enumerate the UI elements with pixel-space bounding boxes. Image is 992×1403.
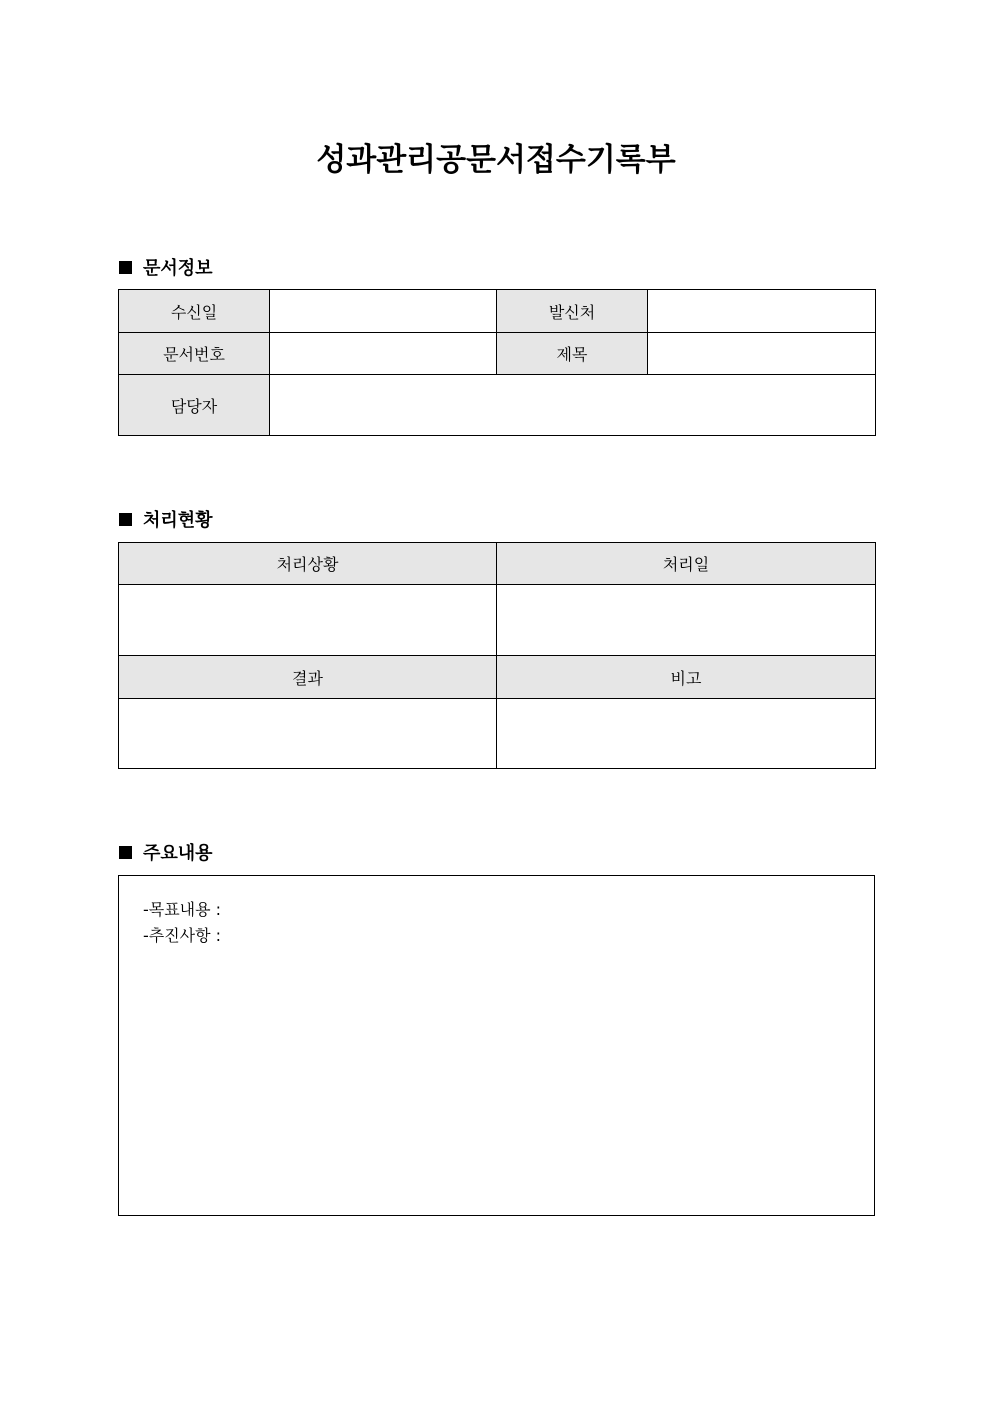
table-row <box>119 656 876 699</box>
processing-date-label: 처리일 <box>497 543 876 585</box>
sender-label: 발신처 <box>497 290 648 333</box>
remarks-field[interactable] <box>497 699 876 769</box>
manager-field[interactable] <box>270 375 876 436</box>
section-heading-label: 주요내용 <box>143 843 213 864</box>
doc-info-table <box>118 289 876 436</box>
manager-label: 담당자 <box>119 375 270 436</box>
page-title: 성과관리공문서접수기록부 <box>316 142 676 178</box>
square-bullet-icon <box>119 846 132 859</box>
subject-field[interactable] <box>648 333 876 375</box>
table-row <box>119 333 876 375</box>
table-row <box>119 585 876 656</box>
subject-label: 제목 <box>497 333 648 375</box>
table-row <box>119 290 876 333</box>
main-content-box[interactable] <box>118 875 875 1216</box>
square-bullet-icon <box>119 261 132 274</box>
received-date-field[interactable] <box>270 290 497 333</box>
result-field[interactable] <box>119 699 497 769</box>
table-row <box>119 375 876 436</box>
goal-content-line: -목표내용 : <box>143 900 222 919</box>
result-label: 결과 <box>119 656 497 699</box>
square-bullet-icon <box>119 513 132 526</box>
progress-line: -추진사항 : <box>143 926 222 945</box>
processing-date-field[interactable] <box>497 585 876 656</box>
status-field[interactable] <box>119 585 497 656</box>
table-row <box>119 699 876 769</box>
section-heading-doc-info <box>119 254 213 280</box>
sender-field[interactable] <box>648 290 876 333</box>
remarks-label: 비고 <box>497 656 876 699</box>
section-heading-processing <box>119 506 213 532</box>
section-heading-main-content <box>119 839 213 865</box>
doc-number-field[interactable] <box>270 333 497 375</box>
table-row <box>119 543 876 585</box>
received-date-label: 수신일 <box>119 290 270 333</box>
status-label: 처리상황 <box>119 543 497 585</box>
section-heading-label: 문서정보 <box>143 258 213 279</box>
doc-number-label: 문서번호 <box>119 333 270 375</box>
processing-table <box>118 542 876 769</box>
section-heading-label: 처리현황 <box>143 510 213 531</box>
